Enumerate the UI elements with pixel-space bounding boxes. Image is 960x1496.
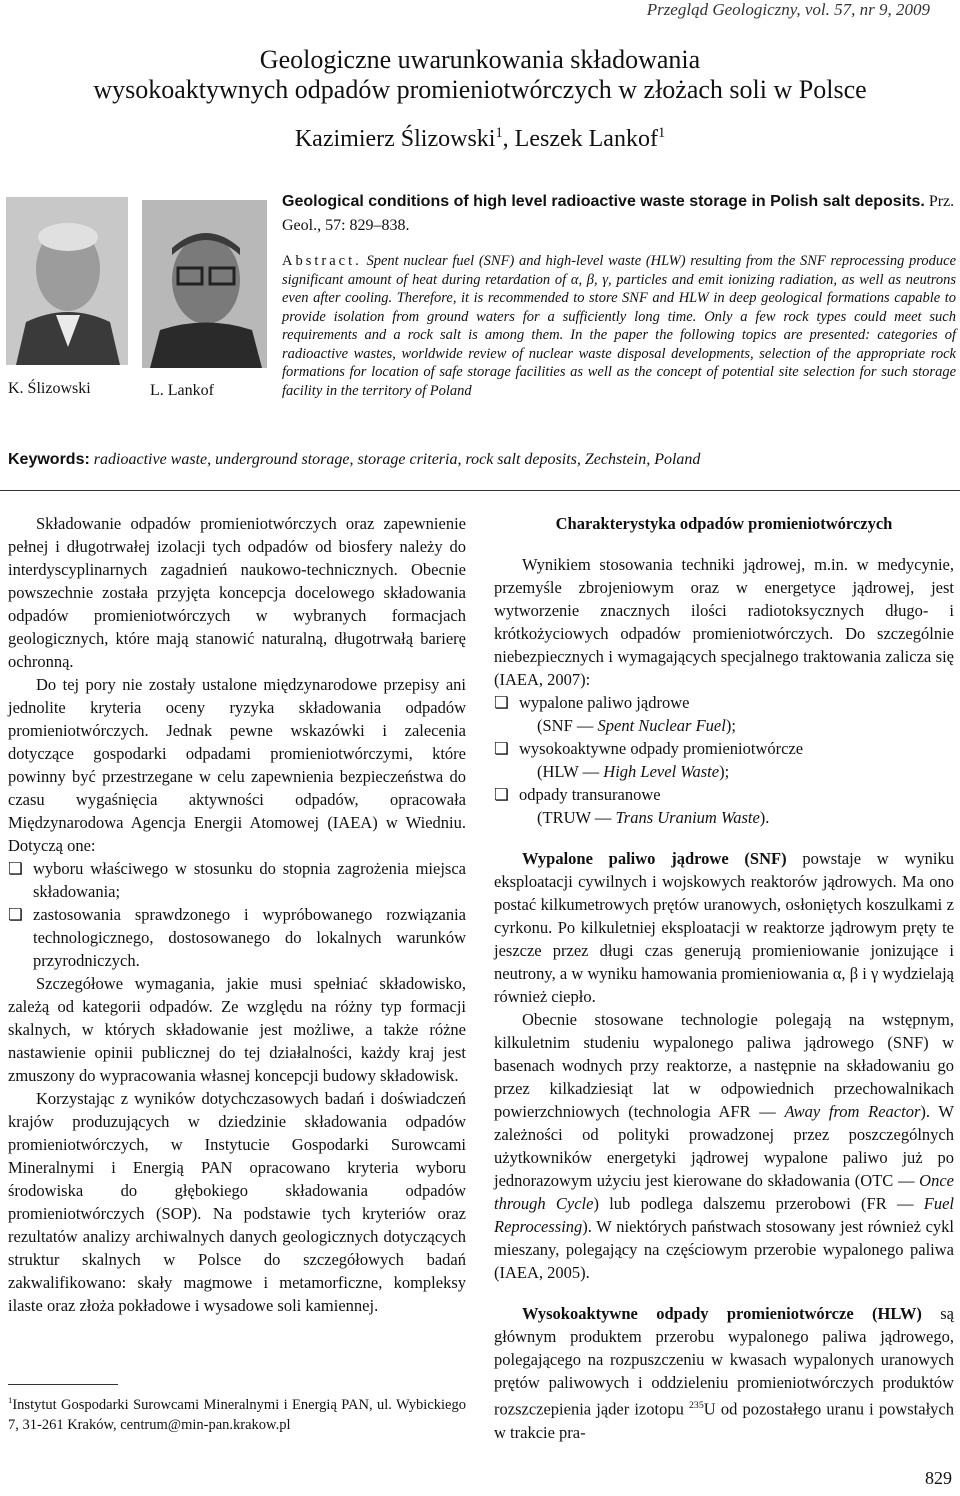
author-1-photo <box>6 197 128 365</box>
waste-types-list <box>494 691 954 829</box>
list-item: ❏ wypalone paliwo jądrowe (SNF — Spent Nuclear Fuel); <box>494 691 954 737</box>
paragraph: Szczegółowe wymagania, jakie musi spełniać składowisko, zależą od kategorii odpadów. Ze względu na różny typ formacji skalnych, w których składowanie jest możliwe, a także różne nastawienie opinii publicznej do tej działalności, każdy kraj jest zmuszony do wypracowania własnej koncepcji budowy składowisk. <box>8 974 466 1085</box>
paragraph: Do tej pory nie zostały ustalone międzynarodowe przepisy ani jednolite kryteria oceny ryzyka składowania odpadów promieniotwórczych. Jednak pewne wskazówki i zalecenia dotyczące gospodarki odpadami promieniotwórczymi, które powinny być przestrzegane w celu zapewnienia bezpieczeństwa do czasu wygaśnięcia aktywności odpadów, opracowała Międzynarodowa Agencja Energii Atomowej (IAEA) w Wiedniu. Dotyczą one: <box>8 675 466 855</box>
footnote <box>8 1390 466 1435</box>
article-title <box>0 45 960 105</box>
author-2: Leszek Lankof <box>514 126 658 152</box>
page-number: 829 <box>925 1468 952 1488</box>
author-separator: , <box>502 126 515 152</box>
footnote-text: Instytut Gospodarki Surowcami Mineralnymi i Energią PAN, ul. Wybickiego 7, 31-261 Kraków, centrum@min-pan.krakow.pl <box>8 1396 466 1433</box>
footnote-divider <box>8 1384 118 1385</box>
paragraph: Składowanie odpadów promieniotwórczych oraz zapewnienie pełnej i długotrwałej izolacji tych odpadów od biosfery należy do interdyscyplinarnych zagadnień naukowo-technicznych. Obecnie powszechnie została przyjęta koncepcja docelowego składowania odpadów promieniotwórczych w wybranych formacjach geologicznych, które mają stanowić naturalną, długotrwałą barierę ochronną. <box>8 514 466 671</box>
keywords-label: Keywords: <box>8 451 90 468</box>
header-divider <box>0 490 960 491</box>
right-column <box>494 512 954 1444</box>
criteria-list <box>8 857 466 972</box>
paragraph: Wypalone paliwo jądrowe (SNF) powstaje w wyniku eksploatacji cywilnych i wojskowych reaktorów jądrowych. Ma ono postać kilkumetrowych prętów uranowych, osłoniętych koszulkami z cyrkonu. Po kilkuletniej eksploatacji w reaktorze jądrowym pręty te jeszcze przez długi czas generują promieniowanie jonizujące i neutrony, a w wyniku hamowania promieniowania α, β i γ wydzielają również ciepło. <box>494 849 954 1006</box>
author-1-affiliation: 1 <box>495 125 503 141</box>
journal-header: Przegląd Geologiczny, vol. 57, nr 9, 2009 <box>646 0 930 19</box>
list-item: ❏ odpady transuranowe (TRUW — Trans Uranium Waste). <box>494 783 954 829</box>
english-title <box>282 190 956 238</box>
list-item: ❏ wyboru właściwego w stosunku do stopnia zagrożenia miejsca składowania; <box>8 857 466 903</box>
abstract <box>282 252 956 400</box>
citation: Prz. Geol., 57: 829–838. <box>282 193 955 234</box>
author-2-caption: L. Lankof <box>150 382 214 399</box>
english-title-text: Geological conditions of high level radioactive waste storage in Polish salt deposits. <box>282 193 925 210</box>
paragraph: Obecnie stosowane technologie polegają na wstępnym, kilkuletnim studeniu wypalonego paliwa jądrowego (SNF) w basenach wodnych przy reaktorze, a następnie na składowaniu go przez kilkadziesiąt lat w odpowiednich przechowalnikach powierzchniowych (technologia AFR — Away from Reactor). W zależności od polityki prowadzonej przez poszczególnych użytkowników energetyki jądrowej wypalone paliwo już po jednorazowym użyciu jest kierowane do składowania (OTC — Once through Cycle) lub podlega dalszemu przerobowi (FR — Fuel Reprocessing). W niektórych państwach stosowany jest również cykl mieszany, polegający na częściowym przerobie wypalonego paliwa (IAEA, 2005). <box>494 1010 954 1282</box>
section-heading: Charakterystyka odpadów promieniotwórczych <box>555 514 893 533</box>
title-line-1: Geologiczne uwarunkowania składowania <box>259 45 701 74</box>
author-2-photo <box>142 200 267 368</box>
list-item: ❏ zastosowania sprawdzonego i wypróbowanego rozwiązania technologicznego, dostosowanego do lokalnych warunków przyrodniczych. <box>8 903 466 972</box>
paragraph: Wynikiem stosowania techniki jądrowej, m.in. w medycynie, przemyśle zbrojeniowym oraz w energetyce jądrowej, jest wytworzenie znacznych ilości radiotoksycznych długo- i krótkożyciowych odpadów promieniotwórczych. Do szczególnie niebezpiecznych i wymagających specjalnego traktowania zalicza się (IAEA, 2007): <box>494 555 954 689</box>
paragraph: Wysokoaktywne odpady promieniotwórcze (HLW) są głównym produktem przerobu wypalonego paliwa jądrowego, polegającego na rozpuszczeniu w kwasach wypalonych uranowych prętów paliwowych i oddzieleniu promieniotwórczych produktów rozszczepienia jąder izotopu $^{235}$U od pozostałego uranu i powstałych w trakcie pra- <box>494 1304 955 1442</box>
keywords <box>8 451 958 469</box>
abstract-text: Spent nuclear fuel (SNF) and high-level waste (HLW) resulting from the SNF reprocessing produce significant amount of heat during retardation of α, β, γ, particles and emit ionizing radiation, as well as neutrons even after cooling. Therefore, it is recommended to store SNF and HLW in deep geological formations capable to provide isolation from ground waters for a sufficiently long time. Only a few rock types could meet such requirements and a rock salt is among them. In the paper the following topics are presented: categories of radioactive wastes, worldwide review of nuclear waste disposal developments, selection of the appropriate rock formations for location of safe storage facilities as well as the concept of potential site selection for such storage facility in the territory of Poland <box>282 253 957 399</box>
author-2-affiliation: 1 <box>657 125 666 141</box>
title-line-2: wysokoaktywnych odpadów promieniotwórczych w złożach soli w Polsce <box>93 75 867 104</box>
footnote-marker: 1 <box>8 1395 13 1405</box>
left-column <box>8 512 466 1317</box>
author-1: Kazimierz Ślizowski <box>294 126 496 152</box>
list-item: ❏ wysokoaktywne odpady promieniotwórcze (HLW — High Level Waste); <box>494 737 954 783</box>
author-1-caption: K. Ślizowski <box>8 380 91 397</box>
paragraph: Korzystając z wyników dotychczasowych badań i doświadczeń krajów produzujących w dziedzinie składowania odpadów promieniotwórczych, w Instytucie Gospodarki Surowcami Mineralnymi i Energią PAN opracowano kryteria wyboru środowiska do głębokiego składowania odpadów promieniotwórczych (SOP). Na podstawie tych kryteriów oraz rezultatów analizy archiwalnych danych geologicznych dotyczących struktur skalnych w Polsce do szczegółowych badań zakwalifikowano: skały magmowe i metamorficzne, kompleksy ilaste oraz złoża pokładowe i wysadowe soli kamiennej. <box>8 1089 466 1315</box>
abstract-label: Abstract. <box>282 253 362 269</box>
keywords-text: radioactive waste, underground storage, storage criteria, rock salt deposits, Zechstein, Poland <box>93 451 701 468</box>
authors <box>0 125 960 153</box>
